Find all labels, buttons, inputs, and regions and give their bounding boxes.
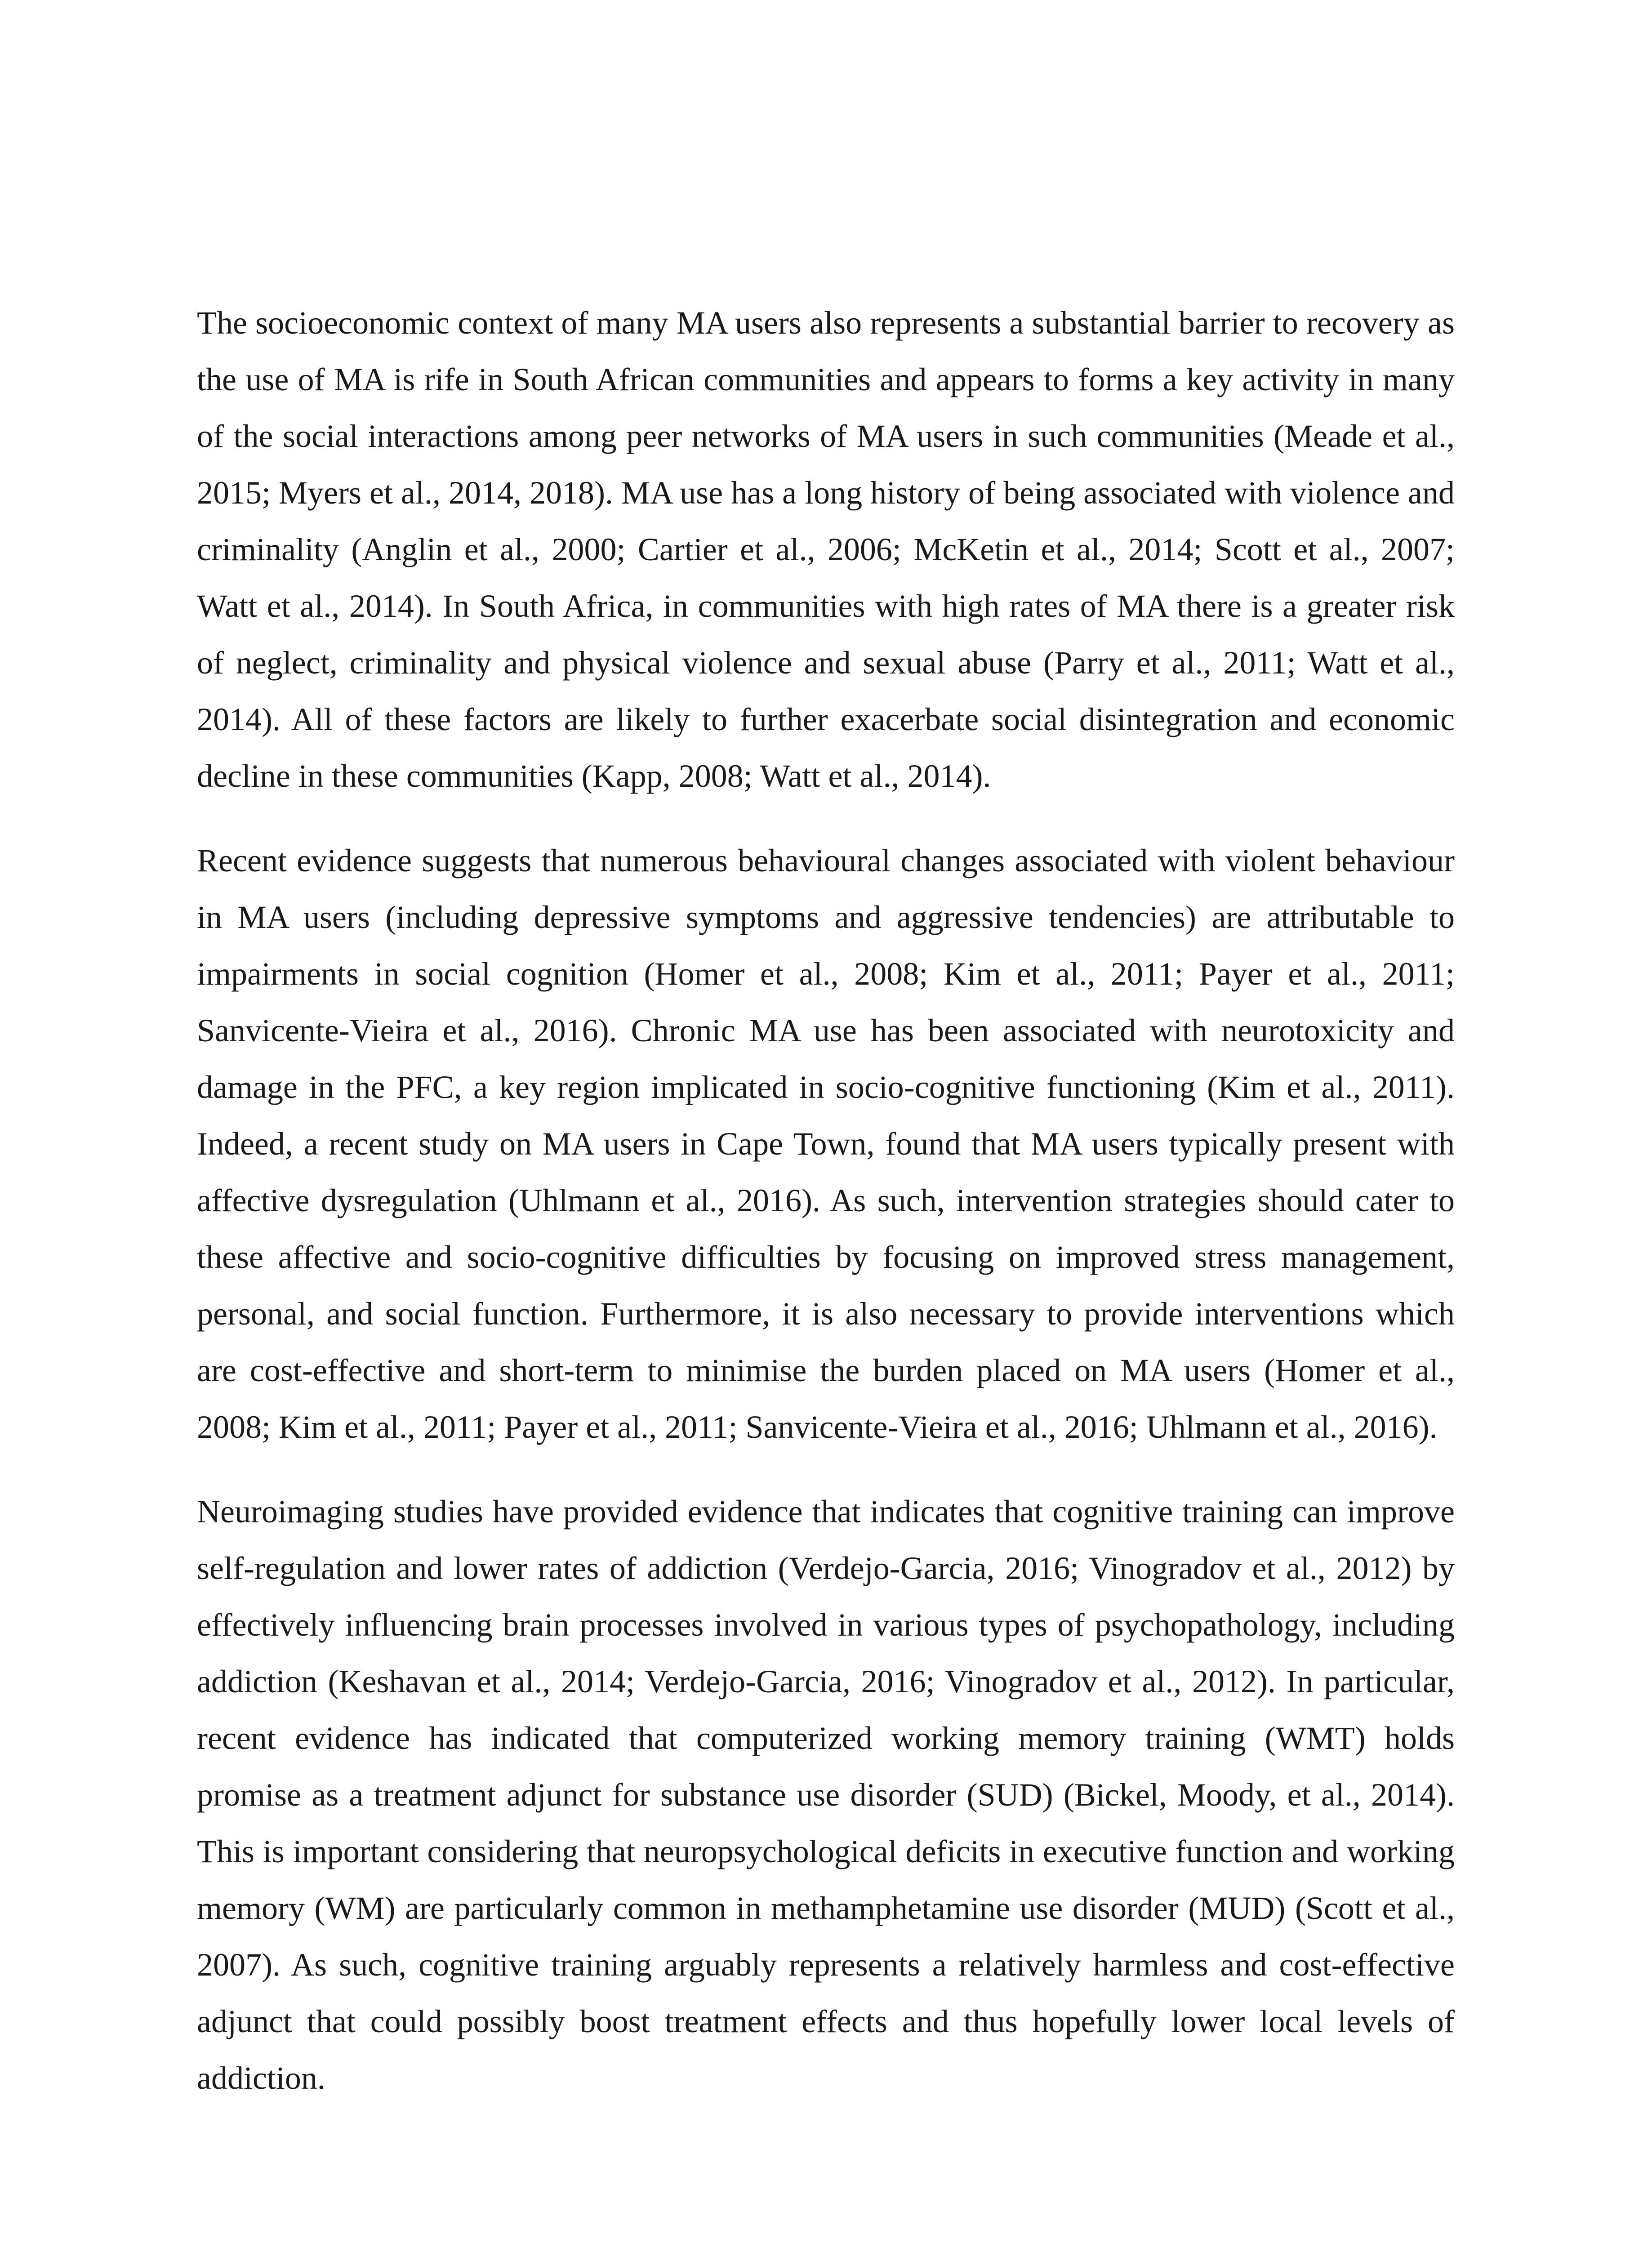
paragraph-cognitive-training: Neuroimaging studies have provided evidence that indicates that cognitive training can improve self-regulation and lower rates of addiction (Verdejo-Garcia, 2016; Vinogradov et al., 2012) by effectively influencing brain processes involved in various types of psychopathology, including addiction (Keshavan et al., 2014; Verdejo-Garcia, 2016; Vinogradov et al., 2012). In particular, recent evidence has indicated that computerized working memory training (WMT) holds promise as a treatment adjunct for substance use disorder (SUD) (Bickel, Moody, et al., 2014). This is important considering that neuropsychological deficits in executive function and working memory (WM) are particularly common in methamphetamine use disorder (MUD) (Scott et al., 2007). As such, cognitive training arguably represents a relatively harmless and cost-effective adjunct that could possibly boost treatment effects and thus hopefully lower local levels of addiction. (197, 1494, 1455, 2096)
paragraph-socioeconomic-context: The socioeconomic context of many MA users also represents a substantial barrier to recovery as the use of MA is rife in South African communities and appears to forms a key activity in many of the social interactions among peer networks of MA users in such communities (Meade et al., 2015; Myers et al., 2014, 2018). MA use has a long history of being associated with violence and criminality (Anglin et al., 2000; Cartier et al., 2006; McKetin et al., 2014; Scott et al., 2007; Watt et al., 2014). In South Africa, in communities with high rates of MA there is a greater risk of neglect, criminality and physical violence and sexual abuse (Parry et al., 2011; Watt et al., 2014). All of these factors are likely to further exacerbate social disintegration and economic decline in these communities (Kapp, 2008; Watt et al., 2014). (197, 305, 1455, 794)
body-text (197, 294, 1455, 2134)
paragraph-social-cognition: Recent evidence suggests that numerous behavioural changes associated with violent behaviour in MA users (including depressive symptoms and aggressive tendencies) are attributable to impairments in social cognition (Homer et al., 2008; Kim et al., 2011; Payer et al., 2011; Sanvicente-Vieira et al., 2016). Chronic MA use has been associated with neurotoxicity and damage in the PFC, a key region implicated in socio-cognitive functioning (Kim et al., 2011). Indeed, a recent study on MA users in Cape Town, found that MA users typically present with affective dysregulation (Uhlmann et al., 2016). As such, intervention strategies should cater to these affective and socio-cognitive difficulties by focusing on improved stress management, personal, and social function. Furthermore, it is also necessary to provide interventions which are cost-effective and short-term to minimise the burden placed on MA users (Homer et al., 2008; Kim et al., 2011; Payer et al., 2011; Sanvicente-Vieira et al., 2016; Uhlmann et al., 2016). (197, 843, 1455, 1445)
